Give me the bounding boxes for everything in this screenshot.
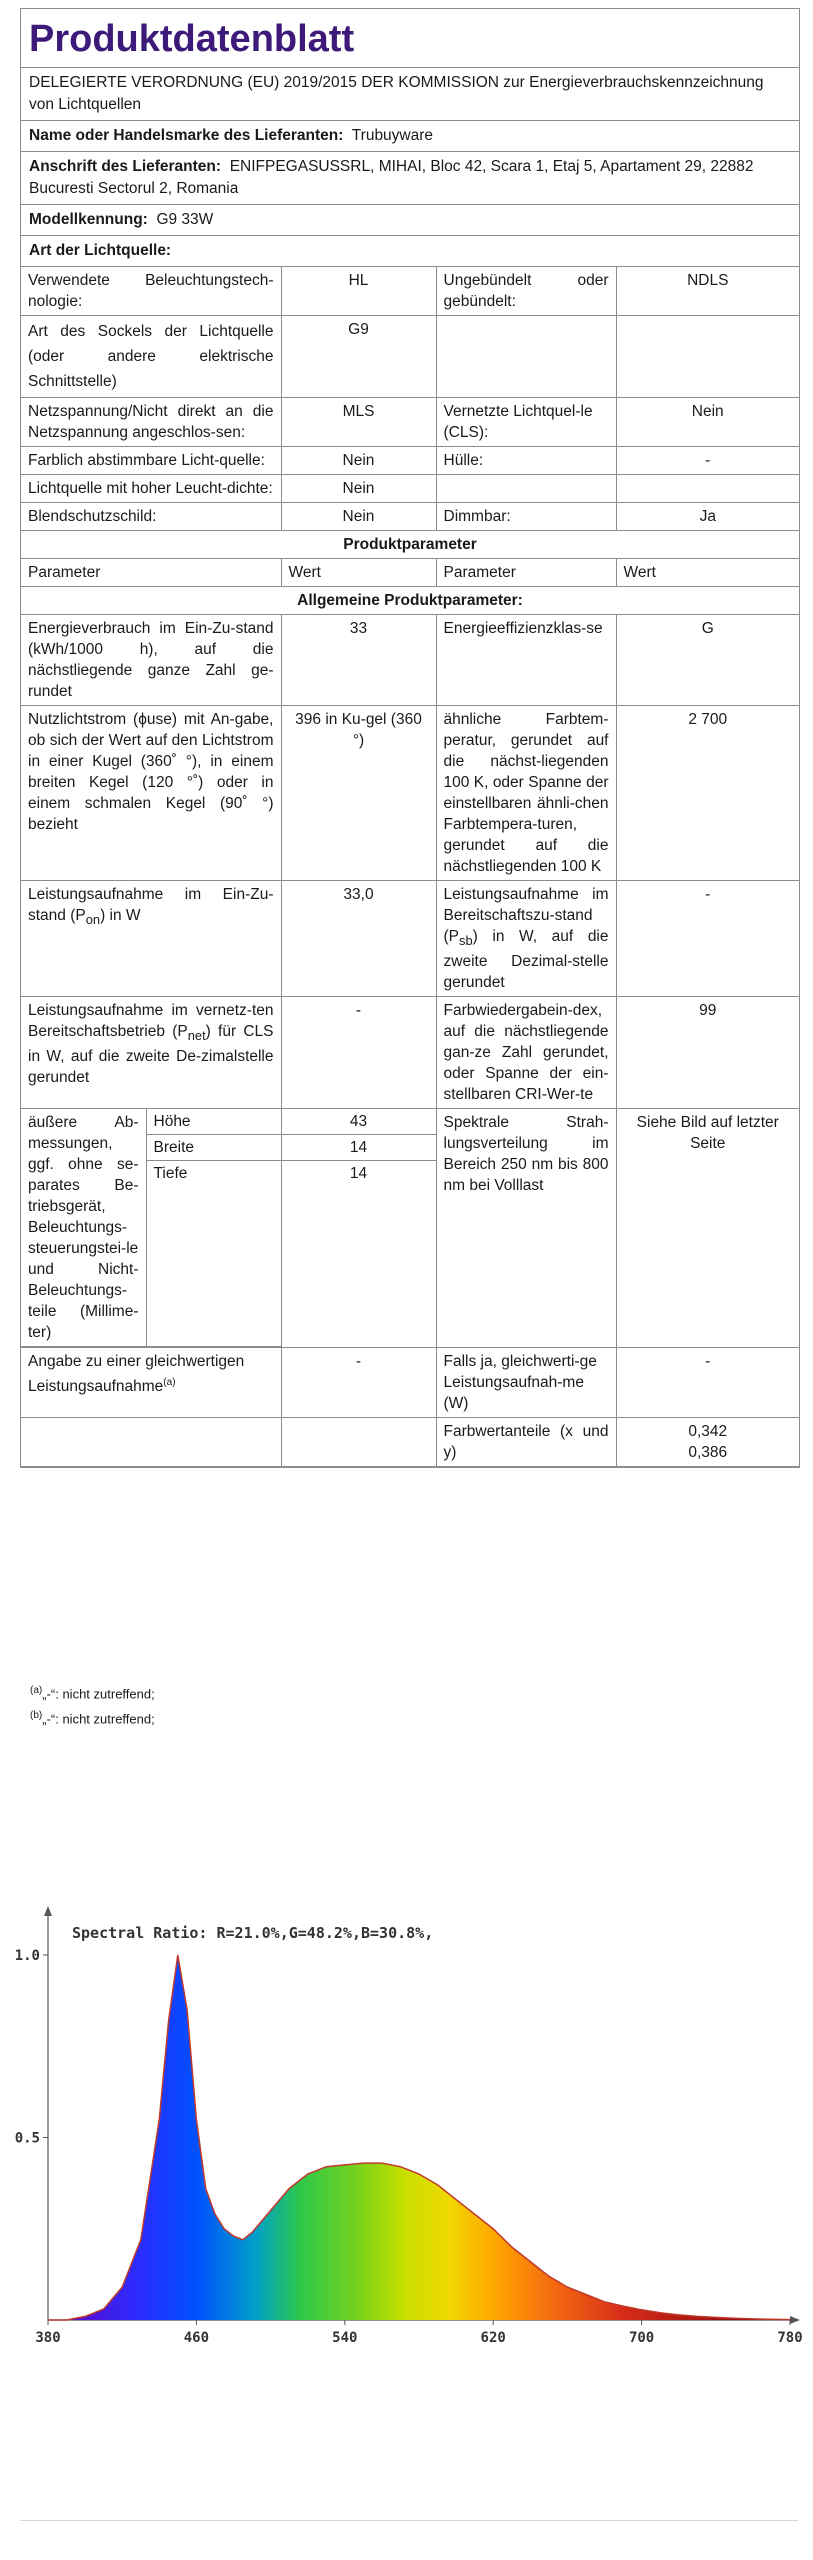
page-title: Produktdatenblatt (21, 9, 799, 68)
table-row (21, 1348, 799, 1418)
param-label: Leistungsaufnahme im Bereitschaftszu-stand $(P_{sb})$ in W, auf die zweite Dezimal-stelle gerundet (436, 881, 616, 997)
x-tick-label: 780 (777, 2330, 803, 2346)
param-label: Verwendete Beleuchtungstech-nologie: (21, 267, 281, 316)
general-params-heading: Allgemeine Produktparameter: (21, 587, 799, 615)
param-label: Hülle: (436, 447, 616, 475)
param-value: 2 700 (616, 706, 799, 881)
empty-cell (21, 1418, 281, 1467)
table-row (21, 1418, 799, 1467)
param-value: Siehe Bild auf letzter Seite (616, 1109, 799, 1348)
dimension-width-value: 14 (282, 1135, 436, 1161)
x-tick-label: 460 (183, 2330, 210, 2346)
dimension-values (281, 1109, 436, 1348)
param-value: 33 (281, 615, 436, 706)
param-value: Nein (281, 447, 436, 475)
dimension-height-label: Höhe (147, 1109, 281, 1135)
column-header: Wert (616, 559, 799, 587)
dimension-names (146, 1109, 281, 1347)
param-label: ähnliche Farbtem-peratur, gerundet auf die nächst-liegenden 100 K, oder Spanne der einstellbaren ähnli-chen Farbtempera-turen, gerundet auf die nächstliegenden 100 K (436, 706, 616, 881)
chromaticity-y: 0,386 (688, 1444, 728, 1462)
table-row (21, 316, 799, 398)
spectral-chart-svg (0, 1760, 813, 2520)
column-header: Parameter (436, 559, 616, 587)
model-value: G9 33W (156, 211, 214, 228)
param-label: Blendschutzschild: (21, 503, 281, 531)
section-heading-row (21, 531, 799, 559)
param-value: 396 in Ku-gel (360 °) (281, 706, 436, 881)
dimensions-label: äußere Ab-messungen, ggf. ohne se-parates Be-triebsgerät, Beleuchtungs-steuerungstei-le und Nicht-Beleuchtungs-teile (Millime-ter) (21, 1109, 146, 1347)
product-data-sheet (20, 8, 800, 1468)
x-tick-label: 700 (628, 2330, 655, 2346)
param-label (436, 316, 616, 398)
param-label: Spektrale Strah-lungsverteilung im Bereich 250 nm bis 800 nm bei Volllast (436, 1109, 616, 1348)
param-value: NDLS (616, 267, 799, 316)
supplier-name-label: Name oder Handelsmarke des Lieferanten: (29, 127, 344, 144)
param-label: Falls ja, gleichwerti-ge Leistungsaufnah-me (W) (436, 1348, 616, 1418)
param-label: Angabe zu einer gleichwertigen Leistungsaufnahme$^{(a)}$ (21, 1348, 281, 1418)
table-row (21, 1109, 799, 1348)
param-value: 99 (616, 997, 799, 1109)
spec-table (21, 267, 799, 1467)
footnote: $^{(b)}$„-“: nicht zutreffend; (30, 1710, 155, 1727)
x-tick-label: 540 (332, 2330, 358, 2346)
param-value: MLS (281, 398, 436, 447)
y-tick-labels (15, 1948, 48, 2147)
x-tick-labels (35, 2320, 802, 2346)
param-value: HL (281, 267, 436, 316)
param-label: Dimmbar: (436, 503, 616, 531)
param-label: Lichtquelle mit hoher Leucht-dichte: (21, 475, 281, 503)
dimension-depth-label: Tiefe (153, 1165, 188, 1183)
param-label: Energieverbrauch im Ein-Zu-stand (kWh/1000 h), auf die nächstliegende ganze Zahl ge-rundet (21, 615, 281, 706)
light-source-type-heading-text: Art der Lichtquelle: (29, 242, 172, 259)
y-axis-arrow (44, 1906, 52, 1916)
supplier-address: ENIFPEGASUSSRL, MIHAI, Bloc 42, Scara 1, Etaj 5, Apartament 29, 22882 Bucuresti Sectorul 2, Romania (29, 158, 754, 197)
supplier-address-label: Anschrift des Lieferanten: (29, 158, 222, 175)
table-row (21, 475, 799, 503)
table-row (21, 706, 799, 881)
supplier-name: Trubuyware (351, 127, 434, 144)
model-row (21, 205, 799, 236)
param-label: Farbwiedergabein-dex, auf die nächstliegende gan-ze Zahl gerundet, oder Spanne der ein-stellbaren CRI-Wer-te (436, 997, 616, 1109)
param-value (616, 1418, 799, 1467)
x-tick-label: 380 (35, 2330, 61, 2346)
param-value: - (616, 447, 799, 475)
section-heading-row (21, 587, 799, 615)
y-tick-label: 0.5 (14, 2130, 40, 2147)
param-value: - (616, 881, 799, 997)
column-header-row (21, 559, 799, 587)
param-label: Leistungsaufnahme im Ein-Zu-stand $(P_{on})$ in W (21, 881, 281, 997)
light-source-type-heading (21, 236, 799, 267)
param-value: - (616, 1348, 799, 1418)
supplier-name-row (21, 121, 799, 152)
param-value: G9 (281, 316, 436, 398)
table-row (21, 398, 799, 447)
footnotes (30, 1680, 155, 1731)
param-value: 33,0 (281, 881, 436, 997)
table-row (21, 997, 799, 1109)
param-value: Nein (281, 475, 436, 503)
table-row (21, 881, 799, 997)
param-value (616, 316, 799, 398)
product-params-heading: Produktparameter (21, 531, 799, 559)
table-row (21, 447, 799, 475)
spectral-chart (0, 1760, 813, 2550)
empty-cell (281, 1418, 436, 1467)
param-label: Art des Sockels der Lichtquelle (oder andere elektrische Schnittstelle) (21, 316, 281, 398)
param-label: Netzspannung/Nicht direkt an die Netzspannung angeschlos-sen: (21, 398, 281, 447)
param-label: Farbwertanteile (x und y) (436, 1418, 616, 1467)
dimension-width-label: Breite (147, 1135, 281, 1161)
param-label: Farblich abstimmbare Licht-quelle: (21, 447, 281, 475)
param-label (436, 475, 616, 503)
y-tick-label: 1.0 (14, 1948, 40, 1964)
supplier-address-row (21, 152, 799, 205)
dimension-depth-value: 14 (349, 1165, 368, 1183)
chart-title: Spectral Ratio: R=21.0%,G=48.2%,B=30.8%, (72, 1924, 434, 1942)
chromaticity-x: 0,342 (688, 1423, 728, 1441)
table-row (21, 503, 799, 531)
param-value (616, 475, 799, 503)
column-header: Parameter (21, 559, 281, 587)
dimensions-layout (21, 1109, 281, 1347)
param-value: G (616, 615, 799, 706)
spectrum-area (48, 1955, 790, 2320)
param-label: Vernetzte Lichtquel-le (CLS): (436, 398, 616, 447)
param-value: - (281, 997, 436, 1109)
bottom-divider (20, 2520, 798, 2521)
model-label: Modellkennung: (29, 211, 148, 228)
param-label: Nutzlichtstrom (ϕuse) mit An-gabe, ob sich der Wert auf den Lichtstrom in einer Kugel (360˚ °), in einem breiten Kegel (120 °˚) oder in einem schmalen Kegel (90˚ °) bezieht (21, 706, 281, 881)
param-value: - (281, 1348, 436, 1418)
param-value: Nein (281, 503, 436, 531)
regulation-text: DELEGIERTE VERORDNUNG (EU) 2019/2015 DER KOMMISSION zur Energieverbrauchskennzeichnung von Lichtquellen (21, 68, 799, 121)
x-tick-label: 620 (480, 2330, 506, 2346)
param-label: Energieeffizienzklas-se (436, 615, 616, 706)
table-row (21, 615, 799, 706)
param-value: Ja (616, 503, 799, 531)
dimension-height-value: 43 (282, 1109, 436, 1135)
column-header: Wert (281, 559, 436, 587)
param-label: Ungebündelt oder gebündelt: (436, 267, 616, 316)
dimensions-cell (21, 1109, 281, 1348)
footnote: $^{(a)}$„-“: nicht zutreffend; (30, 1685, 155, 1702)
table-row (21, 267, 799, 316)
param-label: Leistungsaufnahme im vernetz-ten Bereitschaftsbetrieb $(P_{net})$ für CLS in W, auf die zweite De-zimalstelle gerundet (21, 997, 281, 1109)
x-axis-arrow (790, 2316, 800, 2324)
param-value: Nein (616, 398, 799, 447)
